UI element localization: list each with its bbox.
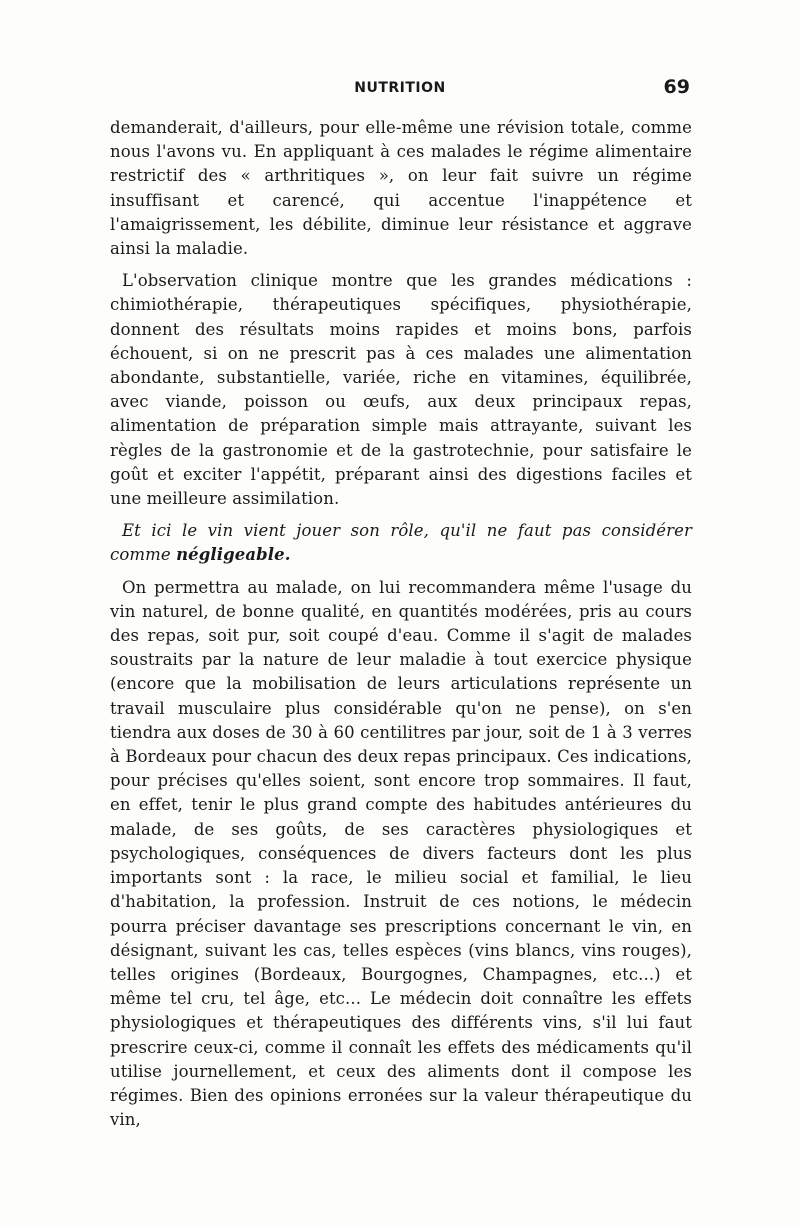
paragraph-vin-role: [110, 519, 692, 567]
paragraph-prescription-vin: On permettra au malade, on lui recommandera même l'usage du vin naturel, de bonne qualité, en quantités modérées, pris au cours des repas, soit pur, soit coupé d'eau. Comme il s'agit de malades soustraits par la nature de leur maladie à tout exercice physique (encore que la mobilisation de leurs articulations représente un travail musculaire plus considérable qu'on ne pense), on s'en tiendra aux doses de 30 à 60 centilitres par jour, soit de 1 à 3 verres à Bordeaux pour chacun des deux repas principaux. Ces indications, pour précises qu'elles soient, sont encore trop sommaires. Il faut, en effet, tenir le plus grand compte des habitudes antérieures du malade, de ses goûts, de ses caractères physiologiques et psychologiques, conséquences de divers facteurs dont les plus importants sont : la race, le milieu social et familial, le lieu d'habitation, la profession. Instruit de ces notions, le médecin pourra préciser davantage ses prescriptions concernant le vin, en désignant, suivant les cas, telles espèces (vins blancs, vins rouges), telles origines (Bordeaux, Bourgognes, Champagnes, etc...) et même tel cru, tel âge, etc... Le médecin doit connaître les effets physiologiques et thérapeutiques des différents vins, s'il lui faut prescrire ceux-ci, comme il connaît les effets des médicaments qu'il utilise journellement, et ceux des aliments dont il compose les régimes. Bien des opinions erronées sur la valeur thérapeutique du vin,: [110, 577, 692, 1130]
running-title: NUTRITION: [354, 80, 446, 96]
body-text: [110, 116, 692, 1140]
paragraph-observation-clinique: L'observation clinique montre que les grandes médications : chimiothérapie, thérapeutiques spécifiques, physiothérapie, donnent des résultats moins rapides et moins bons, parfois échouent, si on ne prescrit pas à ces malades une alimentation abondante, substantielle, variée, riche en vitamines, équilibrée, avec viande, poisson ou œufs, aux deux principaux repas, alimentation de préparation simple mais attrayante, suivant les règles de la gastronomie et de la gastrotechnie, pour satisfaire le goût et exciter l'appétit, préparant ainsi des digestions faciles et une meilleure assimilation.: [110, 271, 692, 509]
page-number: 69: [663, 76, 690, 98]
paragraph-continuation: demanderait, d'ailleurs, pour elle-même une révision totale, comme nous l'avons vu. En appliquant à ces malades le régime alimentaire restrictif des « arthritiques », on leur fait suivre un régime insuffisant et carencé, qui accentue l'inappétence et l'amaigrissement, les débilite, diminue leur résistance et aggrave ainsi la maladie.: [110, 118, 692, 259]
running-head: [110, 76, 690, 100]
italic-sentence: Et ici le vin vient jouer son rôle, qu'il ne faut pas considérer comme: [110, 521, 692, 565]
emphasized-word: négligeable.: [176, 545, 291, 565]
